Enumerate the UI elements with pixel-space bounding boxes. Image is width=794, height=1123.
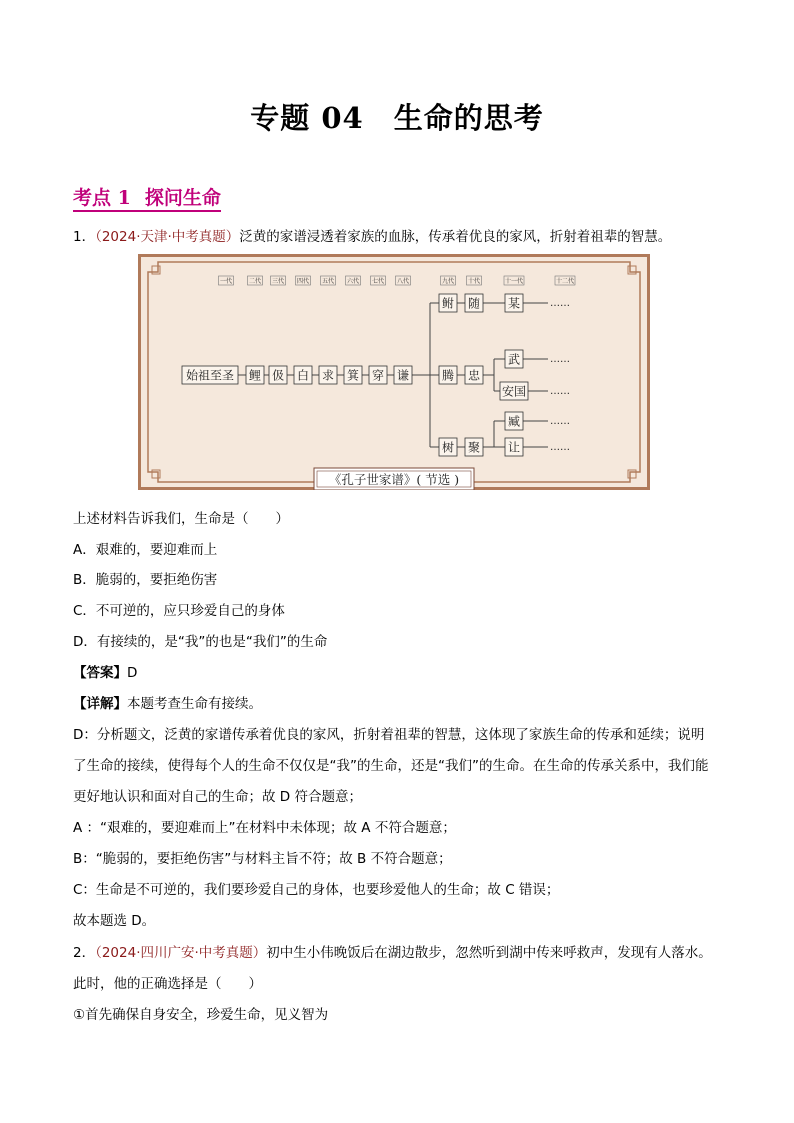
detail-label: 【详解】 (73, 696, 127, 712)
section-heading (73, 186, 221, 212)
generation-labels (219, 276, 576, 285)
generation-label: 七代 (371, 278, 385, 285)
generation-label: 二代 (248, 278, 262, 285)
tree-node-label: 随 (467, 296, 481, 311)
ellipsis: …… (550, 416, 570, 427)
tree-node-label: 箕 (346, 368, 360, 383)
question-source: （2024·天津·中考真题） (95, 229, 240, 245)
question-1-stem (73, 228, 671, 246)
tree-node-label: 忠 (467, 368, 481, 383)
analysis-line: D：分析题文，泛黄的家谱传承着优良的家风，折射着祖辈的智慧，这体现了家族生命的传承和延续；说明 (73, 727, 705, 743)
tree-node-label: 腾 (441, 368, 455, 383)
generation-label: 三代 (271, 278, 285, 285)
title-name: 生命的思考 (393, 101, 544, 135)
tree-node-label: 白 (296, 368, 310, 383)
generation-label: 六代 (346, 278, 360, 285)
generation-label: 一代 (219, 278, 233, 285)
analysis-line: 更好地认识和面对自己的生命；故 D 符合题意； (73, 789, 362, 805)
question-2-option-1: ①首先确保自身安全，珍爱生命，见义智为 (73, 1007, 329, 1023)
detail-text: 本题考查生命有接续。 (127, 696, 262, 712)
tree-node-label: 聚 (467, 440, 481, 455)
tree-node-label: 始祖至圣 (185, 368, 235, 383)
analysis-line: A ：“艰难的，要迎难而上”在材料中未体现；故 A 不符合题意； (73, 820, 456, 836)
figure-caption: 《孔子世家谱》( 节选 ) (328, 472, 460, 487)
tree-node-label: 鲋 (441, 296, 455, 311)
generation-label: 十一代 (504, 278, 524, 285)
tree-node-label: 武 (507, 352, 521, 367)
tree-node-label: 让 (507, 440, 521, 455)
generation-label: 五代 (321, 278, 335, 285)
option-b: B．脆弱的，要拒绝伤害 (73, 572, 218, 588)
tree-node-label: 求 (321, 368, 335, 383)
generation-label: 九代 (441, 278, 455, 285)
answer (73, 664, 137, 682)
title-topic: 专题 04 (250, 101, 364, 135)
question-source: （2024·四川广安·中考真题） (95, 945, 267, 961)
tree-node-label: 树 (441, 440, 455, 455)
option-d: D．有接续的，是“我”的也是“我们”的生命 (73, 634, 328, 650)
tree-node-label: 伋 (271, 368, 285, 383)
option-a: A．艰难的，要迎难而上 (73, 542, 218, 558)
section-name: 探问生命 (144, 187, 221, 209)
analysis-line: B：“脆弱的，要拒绝伤害”与材料主旨不符；故 B 不符合题意； (73, 851, 452, 867)
question-text: 初中生小伟晚饭后在湖边散步，忽然听到湖中传来呼救声，发现有人落水。 (266, 945, 712, 961)
tree-node-label: 鲤 (248, 368, 262, 383)
tree-node-label: 谦 (396, 368, 410, 383)
question-2-stem (73, 944, 712, 962)
tree-node-label: 某 (507, 296, 521, 311)
ellipsis: …… (550, 442, 570, 453)
answer-label: 【答案】 (73, 665, 127, 681)
generation-label: 十二代 (555, 278, 575, 285)
question-1-prompt: 上述材料告诉我们，生命是（ ） (73, 511, 289, 527)
analysis-line: 了生命的接续，使得每个人的生命不仅仅是“我”的生命，还是“我们”的生命。在生命的传承关系中，我们能 (73, 758, 709, 774)
tree-node-label: 安国 (501, 384, 527, 399)
analysis-line: 故本题选 D。 (73, 913, 156, 929)
question-number: 1． (73, 229, 96, 245)
question-number: 2． (73, 945, 96, 961)
generation-label: 八代 (396, 278, 410, 285)
family-tree-figure (138, 254, 650, 490)
tree-node-label: 穿 (371, 368, 385, 383)
ellipsis: …… (550, 354, 570, 365)
tree-node-label: 臧 (507, 414, 521, 429)
detail (73, 695, 262, 713)
section-label: 考点 1 (73, 187, 131, 209)
ellipsis: …… (550, 386, 570, 397)
generation-label: 四代 (296, 278, 310, 285)
page-title (0, 96, 794, 137)
question-text: 泛黄的家谱浸透着家族的血脉，传承着优良的家风，折射着祖辈的智慧。 (239, 229, 672, 245)
ellipsis: …… (550, 298, 570, 309)
question-2-prompt: 此时，他的正确选择是（ ） (73, 976, 262, 992)
option-c: C．不可逆的，应只珍爱自己的身体 (73, 603, 285, 619)
answer-value: D (127, 665, 138, 681)
analysis-line: C：生命是不可逆的，我们要珍爱自己的身体，也要珍爱他人的生命；故 C 错误； (73, 882, 560, 898)
generation-label: 十代 (467, 278, 481, 285)
